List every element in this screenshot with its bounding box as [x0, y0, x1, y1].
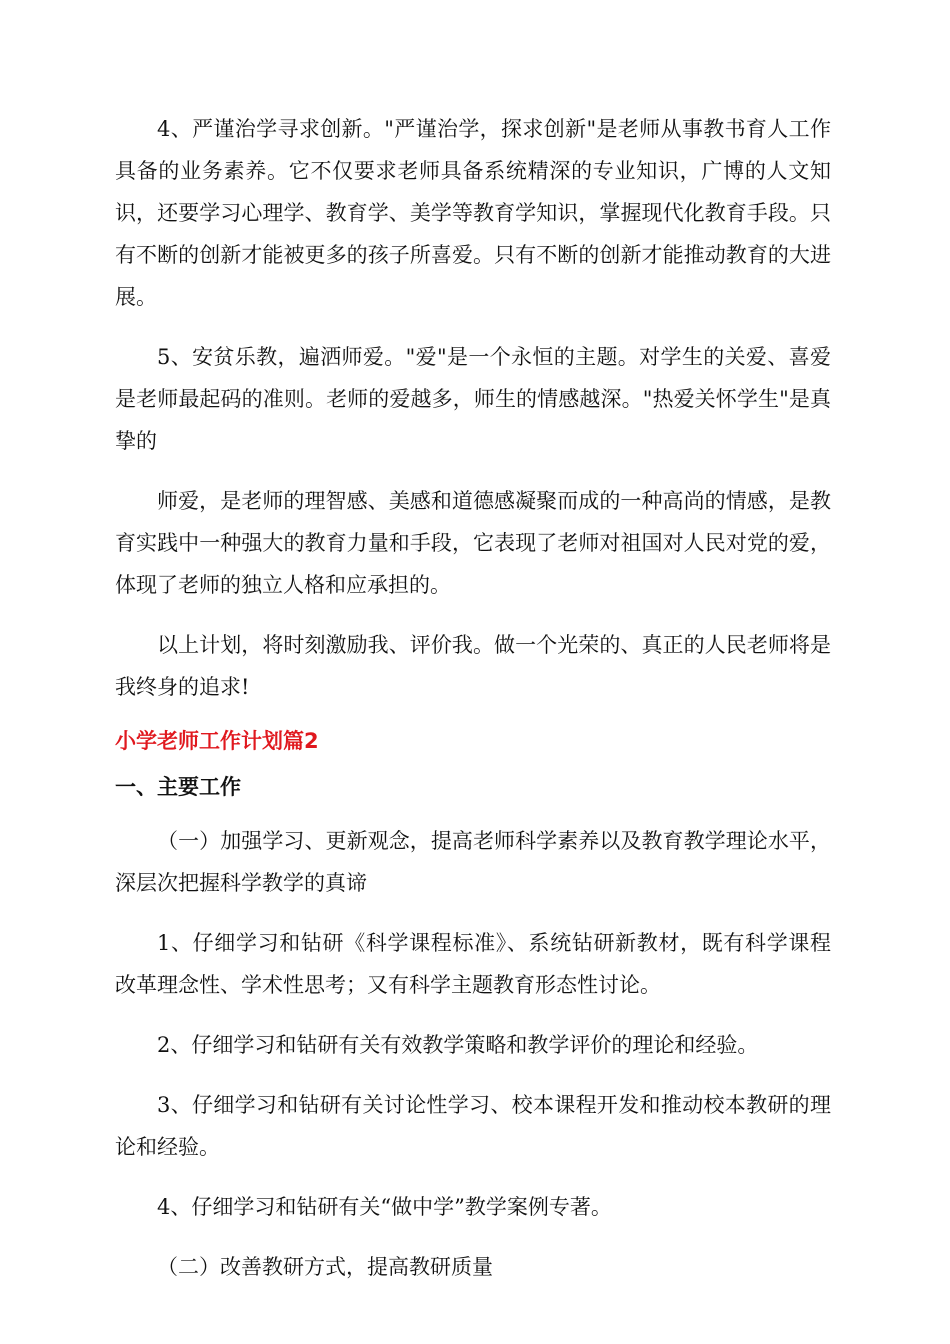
paragraph-item-1-4: 4、仔细学习和钻研有关“做中学”教学案例专著。 — [157, 1195, 612, 1219]
paragraph-conclusion: 以上计划，将时刻激励我、评价我。做一个光荣的、真正的人民老师将是我终身的追求! — [115, 633, 831, 699]
paragraph-item-1-3: 3、仔细学习和钻研有关讨论性学习、校本课程开发和推动校本教研的理论和经验。 — [115, 1093, 831, 1159]
paragraph-item-1-1: 1、仔细学习和钻研《科学课程标准》、系统钻研新教材，既有科学课程改革理念性、学术性思考；又有科学主题教育形态性讨论。 — [115, 931, 831, 997]
document-page — [115, 108, 831, 1288]
paragraph-item-1-2: 2、仔细学习和钻研有关有效教学策略和教学评价的理论和经验。 — [157, 1033, 759, 1057]
paragraph-item-2: （二）改善教研方式，提高教研质量 — [157, 1255, 493, 1279]
paragraph-item-1: （一）加强学习、更新观念，提高老师科学素养以及教育教学理论水平，深层次把握科学教学的真谛 — [115, 829, 831, 895]
paragraph-strict-study: 4、严谨治学寻求创新。"严谨治学，探求创新"是老师从事教书育人工作具备的业务素养。它不仅要求老师具备系统精深的专业知识，广博的人文知识，还要学习心理学、教育学、美学等教育学知识，掌握现代化教育手段。只有不断的创新才能被更多的孩子所喜爱。只有不断的创新才能推动教育的大进展。 — [115, 117, 831, 309]
paragraph-teacher-love: 5、安贫乐教，遍洒师爱。"爱"是一个永恒的主题。对学生的关爱、喜爱是老师最起码的准则。老师的爱越多，师生的情感越深。"热爱关怀学生"是真挚的 — [115, 345, 831, 453]
heading-main-work: 一、主要工作 — [115, 775, 241, 799]
section-title: 小学老师工作计划篇2 — [115, 729, 319, 753]
paragraph-teacher-love-cont: 师爱，是老师的理智感、美感和道德感凝聚而成的一种高尚的情感，是教育实践中一种强大的教育力量和手段，它表现了老师对祖国对人民对党的爱，体现了老师的独立人格和应承担的。 — [115, 489, 831, 597]
